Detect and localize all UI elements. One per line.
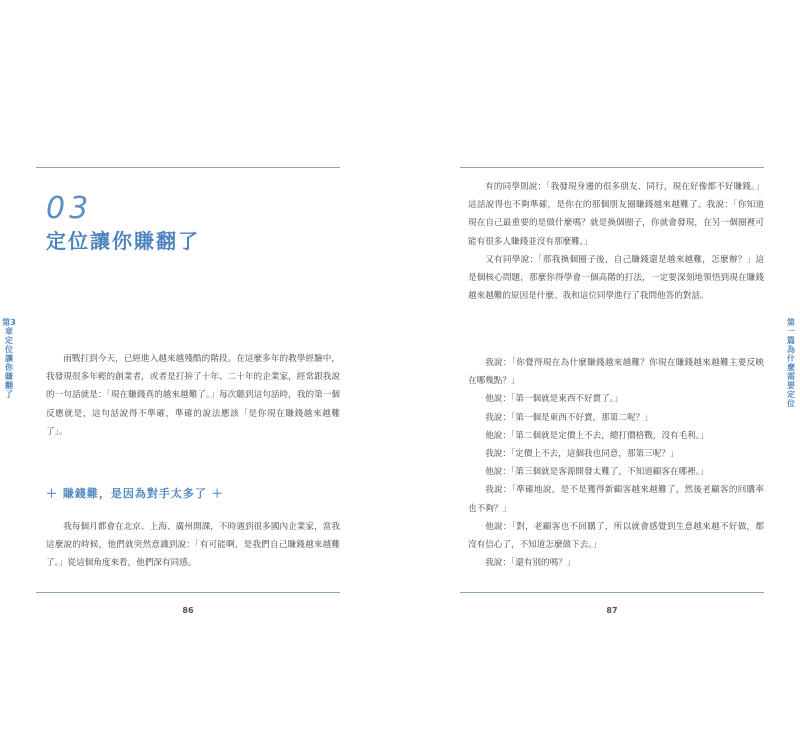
left-paragraph-2	[46, 518, 340, 573]
paragraph: 有的同學則說：「我發現身邊的很多朋友、同行，現在好像都不好賺錢。」這話說得也不夠準確，是你在的那個朋友圈賺錢越來越難了。我說：「你知道現在自己最重要的是做什麼嗎？就是換個圈子，你就會發現，在另一個圈裡可能有很多人賺錢並沒有那麼難。」	[468, 182, 764, 247]
dialogue-line: 他說：「第一個就是東西不好賣了。」	[485, 394, 623, 405]
section-subheading: ＋ 賺錢難，是因為對手太多了 ＋	[46, 487, 224, 500]
dialogue-line: 他說：「第二個就是定價上不去，總打價格戰，沒有毛利。」	[485, 430, 709, 441]
part-side-tab: 第一篇 為什麼需要定位	[787, 318, 795, 408]
dialogue-line: 我說：「定價上不去，這個我也同意，那第三呢？」	[485, 449, 679, 460]
bottom-rule-right	[460, 592, 764, 593]
chapter-number: 03	[46, 191, 93, 226]
left-paragraph-1	[46, 350, 340, 441]
chapter-title: 定位讓你賺翻了	[46, 229, 200, 253]
dialogue-line: 我說：「還有別的嗎？」	[485, 558, 576, 569]
dialogue-line: 他說：「第三個就是客源開發太難了，不知道顧客在哪裡。」	[485, 467, 709, 478]
bottom-rule-left	[36, 592, 340, 593]
paragraph: 雨戰打到今天，已經進入越來越殘酷的階段。在這麼多年的教學經驗中，我發現很多年輕的創業者，或者是打拚了十年、二十年的企業家，經常跟我說的一句話就是：「現在賺錢真的越來越難了。」每次聽到這句話時，我的第一個反應就是，這句話說得不準確，準確的說法應該「是你現在賺錢越來越難了」。	[46, 354, 340, 437]
paragraph: 我每個月都會在北京、上海、廣州開課，不時遇到很多國內企業家，當我這麼說的時候，他們就突然意識到說：「有可能啊，是我們自己賺錢越來越難了。」從這個角度來看，他們深有同感。	[46, 522, 340, 569]
page-number-right: 87	[606, 606, 618, 615]
dialogue-line: 我說：「準確地說，是不是獲得新顧客越來越難了，然後老顧客的回購率也不夠？」	[468, 485, 764, 514]
page-number-left: 86	[182, 606, 194, 615]
top-rule-right	[460, 167, 764, 168]
paragraph: 又有同學說：「那我換個圈子後，自己賺錢還是越來越難，怎麼辦？」這是個核心問題，那麼你得學會一個高階的打法，一定要深刻地領悟到現在賺錢越來越難的原因是什麼。我和這位同學進行了我問他答的對話。	[468, 254, 764, 302]
right-page	[400, 0, 800, 744]
dialogue-line: 他說：「對，老顧客也不回購了，所以就會感覺到生意越來越不好做，都沒有信心了，不知道怎麼做下去。」	[468, 521, 764, 551]
dialogue-line: 我說：「你覺得現在為什麼賺錢越來越難？你現在賺錢越來越難主要反映在哪幾點？」	[468, 358, 764, 387]
dialogue-line: 我說：「第一個是東西不好賣，那第二呢？」	[485, 412, 653, 423]
right-text-block-2	[468, 354, 764, 572]
chapter-side-tab: 第3章 定位讓你賺翻了	[2, 318, 16, 399]
right-text-block-1	[468, 178, 764, 305]
top-rule-left	[36, 167, 340, 168]
